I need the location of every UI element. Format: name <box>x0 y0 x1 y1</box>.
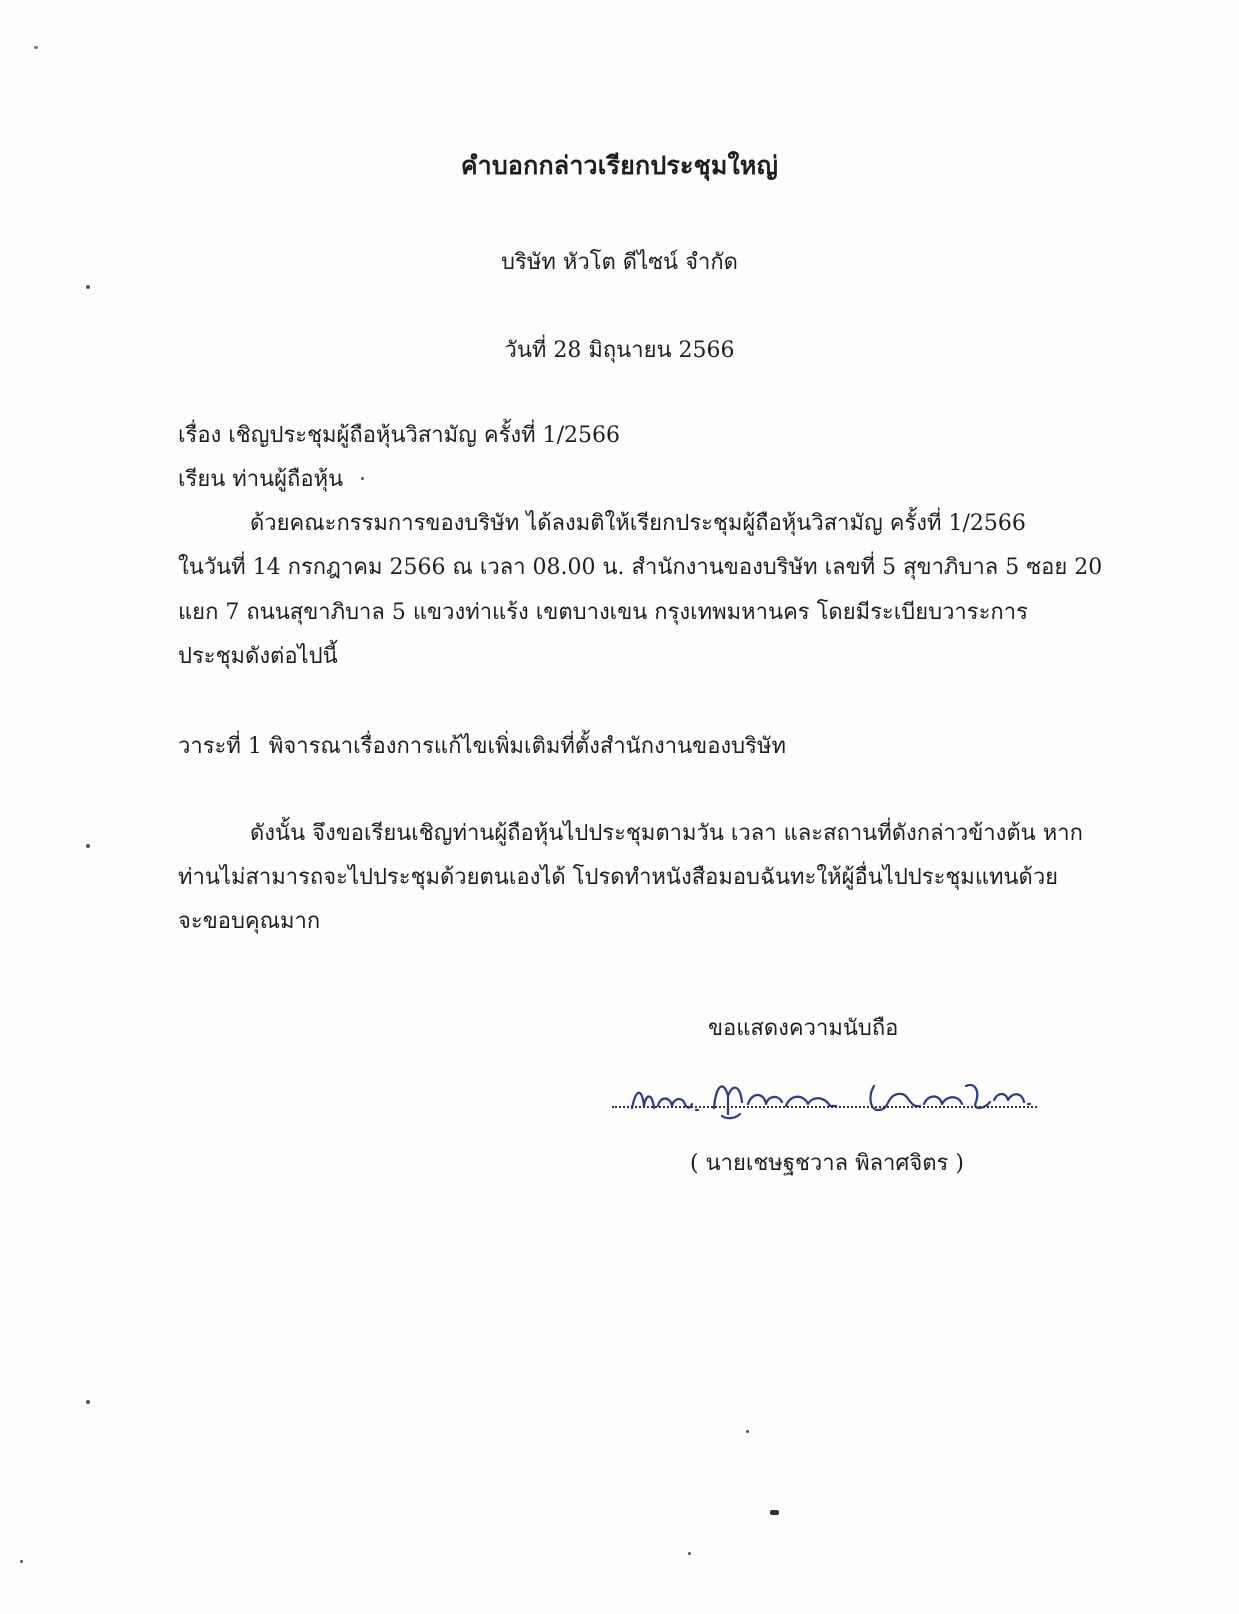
scan-speck <box>86 844 90 848</box>
body-paragraph-2-line-2: ท่านไม่สามารถจะไปประชุมด้วยตนเองได้ โปรดทำหนังสือมอบฉันทะให้ผู้อื่นไปประชุมแทนด้วย <box>178 865 1059 890</box>
body-paragraph-2-line-3: จะขอบคุณมาก <box>178 909 321 934</box>
addressee-line: เรียน ท่านผู้ถือหุ้น <box>178 467 344 492</box>
agenda-item-1: วาระที่ 1 พิจารณาเรื่องการแก้ไขเพิ่มเติมที่ตั้งสำนักงานของบริษัท <box>178 734 786 759</box>
body-paragraph-1-line-2: ในวันที่ 14 กรกฎาคม 2566 ณ เวลา 08.00 น. สำนักงานของบริษัท เลขที่ 5 สุขาภิบาล 5 ซอย 20 <box>178 555 1103 580</box>
signer-name: ( นายเชษฐชวาล พิลาศจิตร ) <box>690 1151 964 1176</box>
scan-speck <box>746 1430 749 1433</box>
scan-speck <box>86 1400 90 1404</box>
document-title: คำบอกกล่าวเรียกประชุมใหญ่ <box>460 151 779 180</box>
company-name: บริษัท หัวโต ดีไซน์ จำกัด <box>501 250 738 275</box>
handwritten-signature <box>628 1066 1058 1122</box>
scan-speck <box>770 1510 779 1515</box>
closing-phrase: ขอแสดงความนับถือ <box>708 1016 899 1041</box>
scan-speck <box>688 1552 691 1555</box>
scan-speck <box>361 477 364 480</box>
scan-speck <box>86 285 90 289</box>
body-paragraph-1-line-1: ด้วยคณะกรรมการของบริษัท ได้ลงมติให้เรียกประชุมผู้ถือหุ้นวิสามัญ ครั้งที่ 1/2566 <box>250 511 1026 536</box>
body-paragraph-2-line-1: ดังนั้น จึงขอเรียนเชิญท่านผู้ถือหุ้นไปประชุมตามวัน เวลา และสถานที่ดังกล่าวข้างต้น หาก <box>250 821 1083 846</box>
subject-line: เรื่อง เชิญประชุมผู้ถือหุ้นวิสามัญ ครั้งที่ 1/2566 <box>178 423 621 448</box>
body-paragraph-1-line-4: ประชุมดังต่อไปนี้ <box>178 644 338 669</box>
scan-speck <box>20 1560 23 1563</box>
body-paragraph-1-line-3: แยก 7 ถนนสุขาภิบาล 5 แขวงท่าแร้ง เขตบางเขน กรุงเทพมหานคร โดยมีระเบียบวาระการ <box>178 600 1028 625</box>
scan-speck <box>34 46 38 49</box>
signature-dotted-line <box>612 1106 1037 1108</box>
document-date: วันที่ 28 มิถุนายน 2566 <box>504 338 735 363</box>
